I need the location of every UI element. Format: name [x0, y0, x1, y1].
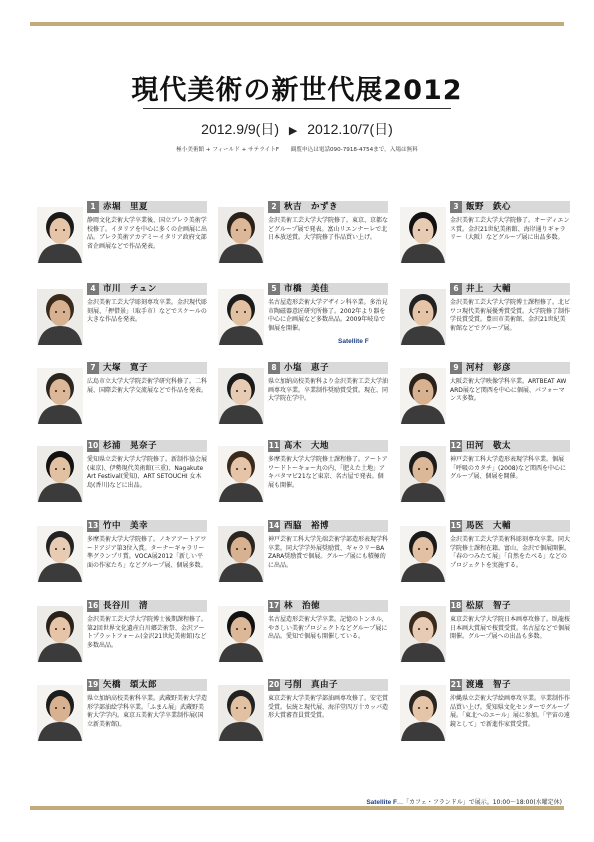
artist-number: 18 — [450, 601, 462, 610]
artist-number: 6 — [450, 283, 462, 295]
artist-card — [218, 201, 388, 279]
artist-bio: 名古屋造形芸術大学デザイン科卒業。多治見市陶磁器意匠研究所修了。2002年より器を中心に企画展など多数出品。2009年岐阜で個展を開催。 — [268, 299, 388, 332]
artist-name-bar — [268, 362, 388, 374]
artist-card — [37, 283, 207, 361]
artist-bio: 金沢美術工芸大学彫刻専攻卒業。金沢現代彫刻展、「押借景」（取手市）などでスケールの大きな作品を発表。 — [87, 299, 208, 324]
artist-photo — [218, 446, 264, 502]
satellite-f-label: Satellite F — [338, 338, 369, 345]
artist-photo — [37, 606, 83, 662]
artist-photo — [218, 289, 264, 345]
artist-name: 大塚 寛子 — [103, 363, 149, 373]
artist-number: 8 — [268, 362, 280, 374]
artist-name-bar — [87, 679, 207, 691]
portrait-icon — [37, 606, 83, 662]
artist-name-bar — [87, 600, 207, 612]
artist-card — [400, 600, 570, 678]
portrait-icon — [400, 685, 446, 741]
artist-name-bar — [450, 679, 570, 691]
artist-photo — [37, 207, 83, 263]
artist-name-bar — [268, 600, 388, 612]
artist-name-bar — [268, 440, 388, 452]
artist-photo — [218, 606, 264, 662]
artist-name: 髙木 大地 — [284, 441, 330, 451]
artist-number: 2 — [268, 201, 280, 213]
artist-bio: 多摩美術大学大学院修士課程修了。アートアワードトーキョー丸の内、「肥えた土地」アキバタマビ21など東京、名古屋で発表。個展も開催。 — [268, 456, 388, 489]
artist-name: 矢橋 頌太郎 — [103, 680, 158, 690]
artist-bio: 名古屋造形芸術大学卒業。記憶のトンネル、やさしい美術プロジェクトなどグループ展に出品。愛知で個展も開催している。 — [268, 616, 388, 641]
artist-name-bar — [268, 201, 388, 213]
artist-card — [37, 362, 207, 440]
artist-number: 9 — [450, 362, 462, 374]
artist-card — [400, 362, 570, 440]
artist-card — [37, 679, 207, 757]
artist-bio: 沖縄県立芸術大学絵画専攻卒業。卒業制作作品買い上げ。愛知県文化センターでグループ展。「東北へのエール」展に参加。「宇宙の遠鏡として」で新進作家賞受賞。 — [450, 695, 571, 728]
artist-photo — [400, 606, 446, 662]
artist-name: 弓削 真由子 — [284, 680, 339, 690]
artist-name-bar — [268, 520, 388, 532]
portrait-icon — [400, 368, 446, 424]
artist-number: 21 — [450, 680, 462, 689]
artist-name-bar — [450, 520, 570, 532]
artist-name-bar — [87, 201, 207, 213]
artist-name: 飯野 鉄心 — [466, 202, 512, 212]
artist-bio: 県立加納高校美術科卒業。武蔵野美術大学造形学部油絵学科卒業。「ふまん展」武蔵野美術大学学内。東京五美術大学卒業制作展(国立新美術館)。 — [87, 695, 208, 728]
artist-number: 7 — [87, 362, 99, 374]
artist-photo — [400, 207, 446, 263]
portrait-icon — [218, 685, 264, 741]
portrait-icon — [400, 207, 446, 263]
artist-card — [218, 283, 388, 361]
artist-bio: 愛知県立芸術大学大学院修了。新制作協会展(東京)、伊勢現代美術館(三重)、Nagakute Art Festival(愛知)、ART SETOUCHI 女木島(香川)などに出品。 — [87, 456, 208, 489]
artist-bio: 金沢美術工芸大学大学院博士課程修了。北ビワコ現代美術展優秀賞受賞。大学院修了制作学長賞受賞。豊田市美術館、金沢21世紀美術館などでグループ展。 — [450, 299, 571, 332]
artist-card — [218, 440, 388, 518]
artist-photo — [218, 526, 264, 582]
artist-bio: 金沢美術工芸大学美術科彫刻専攻卒業。同大学院修士課程在籍。富山、金沢で個展開催。「春のつみたて展」「自然をたべる」などのプロジェクトを実施する。 — [450, 536, 571, 569]
page-title: 現代美術の新世代展2012 — [131, 75, 463, 106]
artist-card — [37, 440, 207, 518]
artist-name: 杉浦 晃奈子 — [103, 441, 158, 451]
artist-bio: 県立加納高校美術科より金沢美術工芸大学油画専攻卒業。卒業制作奨励賞受賞。現在、同大学院在学中。 — [268, 378, 389, 403]
artist-name-bar — [450, 362, 570, 374]
artist-name: 秋吉 かずき — [284, 202, 339, 212]
top-rule — [30, 22, 564, 26]
portrait-icon — [218, 368, 264, 424]
artist-photo — [37, 368, 83, 424]
artist-photo — [37, 289, 83, 345]
artist-name: 市川 チュン — [103, 284, 157, 294]
arrow-right-icon: ▶ — [288, 125, 298, 137]
artist-name: 渡邊 智子 — [466, 680, 512, 690]
artist-card — [218, 600, 388, 678]
artist-name: 小塩 恵子 — [284, 363, 330, 373]
artist-bio: 広島市立大学大学院芸術学研究科修了。二科展、国際芸術大学交流展などで作品を発表。 — [87, 378, 208, 394]
artist-name: 林 治徳 — [284, 601, 321, 611]
artist-card — [400, 520, 570, 598]
artist-number: 19 — [87, 680, 99, 689]
artist-photo — [218, 368, 264, 424]
portrait-icon — [400, 526, 446, 582]
artist-bio: 神戸芸術工科大学造形表現学科卒業。個展「呼吸のカタチ」(2008)など関西を中心にグループ展、個展を開催。 — [450, 456, 566, 481]
portrait-icon — [400, 606, 446, 662]
date-end: 2012.10/7(日) — [307, 121, 393, 137]
artist-card — [37, 520, 207, 598]
portrait-icon — [37, 289, 83, 345]
artist-name: 竹中 美幸 — [103, 521, 149, 531]
artist-photo — [400, 289, 446, 345]
footer-satellite: Satellite F — [366, 799, 398, 806]
artist-photo — [400, 685, 446, 741]
artist-number: 4 — [87, 283, 99, 295]
artist-name: 長谷川 清 — [103, 601, 149, 611]
admission-info: 観覧申込は電話090-7918-4754まで。入場は無料 — [290, 147, 418, 153]
artist-photo — [37, 685, 83, 741]
exhibition-dates — [0, 119, 594, 139]
artist-name: 市橋 美佳 — [284, 284, 330, 294]
footer-note — [366, 797, 562, 806]
artist-bio: 金沢美術工芸大学大学院修了。オーディエンス賞。金沢21世紀美術館、海岸通りギャラリー（大阪）などグループ展に出品多数。 — [450, 217, 570, 242]
portrait-icon — [218, 446, 264, 502]
artist-name: 井上 大輔 — [466, 284, 512, 294]
artist-number: 13 — [87, 521, 99, 530]
footer-text: …「カフェ・フランドル」で展示。10:00〜18:00(水曜定休) — [397, 799, 562, 806]
artist-number: 12 — [450, 441, 462, 450]
portrait-icon — [218, 526, 264, 582]
artist-name-bar — [87, 362, 207, 374]
artist-name-bar — [268, 283, 388, 295]
artist-bio: 多摩美術大学大学院修了。ノキアアートアワードアジア第3位入賞。ターナーギャラリー準グランプリ賞。VOCA展2012「新しい平面の作家たち」などグループ展、個展多数。 — [87, 536, 207, 569]
artist-card — [37, 201, 207, 279]
title-underline — [143, 108, 451, 109]
artist-name: 河村 彰彦 — [466, 363, 512, 373]
artist-photo — [218, 207, 264, 263]
portrait-icon — [218, 207, 264, 263]
artist-name: 赤堀 里夏 — [103, 202, 149, 212]
artist-card — [218, 679, 388, 757]
artist-photo — [37, 446, 83, 502]
portrait-icon — [400, 289, 446, 345]
artist-name-bar — [450, 201, 570, 213]
artist-number: 17 — [268, 601, 280, 610]
artist-number: 3 — [450, 201, 462, 213]
artist-name-bar — [450, 283, 570, 295]
artist-name: 馬医 大輔 — [466, 521, 512, 531]
artist-name: 西脇 裕博 — [284, 521, 330, 531]
artist-card — [400, 201, 570, 279]
artist-bio: 静岡文化芸術大学卒業後、国立ブレラ美術学校修了。イタリアを中心に多くの企画展に出品。ブレラ美術アカデミーイタリア政府文部省企画展などで作品発表。 — [87, 217, 208, 250]
portrait-icon — [37, 446, 83, 502]
portrait-icon — [218, 606, 264, 662]
artist-photo — [400, 368, 446, 424]
artist-card — [400, 283, 570, 361]
artist-number: 5 — [268, 283, 280, 295]
artist-name-bar — [87, 440, 207, 452]
artist-number: 16 — [87, 601, 99, 610]
artist-bio: 東京芸術大学大学院日本画専攻修了。臥龍桜日本画大賞展で桜賞受賞。名古屋などで個展開催。グループ展への出品も多数。 — [450, 616, 571, 641]
artist-number: 1 — [87, 201, 99, 213]
artist-number: 20 — [268, 680, 280, 689]
artist-name-bar — [87, 520, 207, 532]
artist-number: 15 — [450, 521, 462, 530]
artist-number: 14 — [268, 521, 280, 530]
portrait-icon — [37, 207, 83, 263]
artist-card — [400, 440, 570, 518]
artist-bio: 大阪芸術大学映像学科卒業。ARTBEAT AWARD展など関西を中心に個展、パフォーマンス多数。 — [450, 378, 567, 403]
portrait-icon — [400, 446, 446, 502]
artist-bio: 神戸芸術工科大学先端芸術学部造形表現学科卒業。同大学学外展奨励賞、ギャラリーBAZARA奨励賞で個展。グループ展にも積極的に出品。 — [268, 536, 389, 569]
artist-name-bar — [450, 440, 570, 452]
portrait-icon — [37, 526, 83, 582]
artist-photo — [400, 526, 446, 582]
artist-card — [400, 679, 570, 757]
artist-name: 田河 敬太 — [466, 441, 512, 451]
artist-name-bar — [87, 283, 207, 295]
artist-bio: 金沢美術工芸大学大学院修了。東京、京都などグループ展で発表。富山リエンナーレで北日本放送賞。大学院修了作品買い上げ。 — [268, 217, 389, 242]
venue-info — [0, 145, 594, 153]
artist-photo — [37, 526, 83, 582]
venue-list: 極小美術館 + フィールド + サテライトF — [176, 147, 280, 153]
artist-bio: 東京芸術大学美術学部油画専攻修了。安宅賞受賞。伝統と現代展、海洋堂四万十カッパ造形大賞審査員賞受賞。 — [268, 695, 389, 720]
date-start: 2012.9/9(日) — [201, 121, 279, 137]
bottom-rule — [30, 806, 564, 810]
artist-number: 11 — [268, 441, 280, 450]
artist-card — [218, 362, 388, 440]
artist-card — [218, 520, 388, 598]
artist-photo — [400, 446, 446, 502]
artist-name-bar — [268, 679, 388, 691]
artist-photo — [218, 685, 264, 741]
artist-number: 10 — [87, 441, 99, 450]
artist-bio: 金沢美術工芸大学大学院博士後期課程修了。第2回世界文化遺産白川郷芸術祭、金沢アートプラットフォーム(金沢21世紀美術館)など多数出品。 — [87, 616, 208, 649]
portrait-icon — [218, 289, 264, 345]
artist-name-bar — [450, 600, 570, 612]
artist-name: 松原 智子 — [466, 601, 512, 611]
artist-card — [37, 600, 207, 678]
portrait-icon — [37, 685, 83, 741]
portrait-icon — [37, 368, 83, 424]
